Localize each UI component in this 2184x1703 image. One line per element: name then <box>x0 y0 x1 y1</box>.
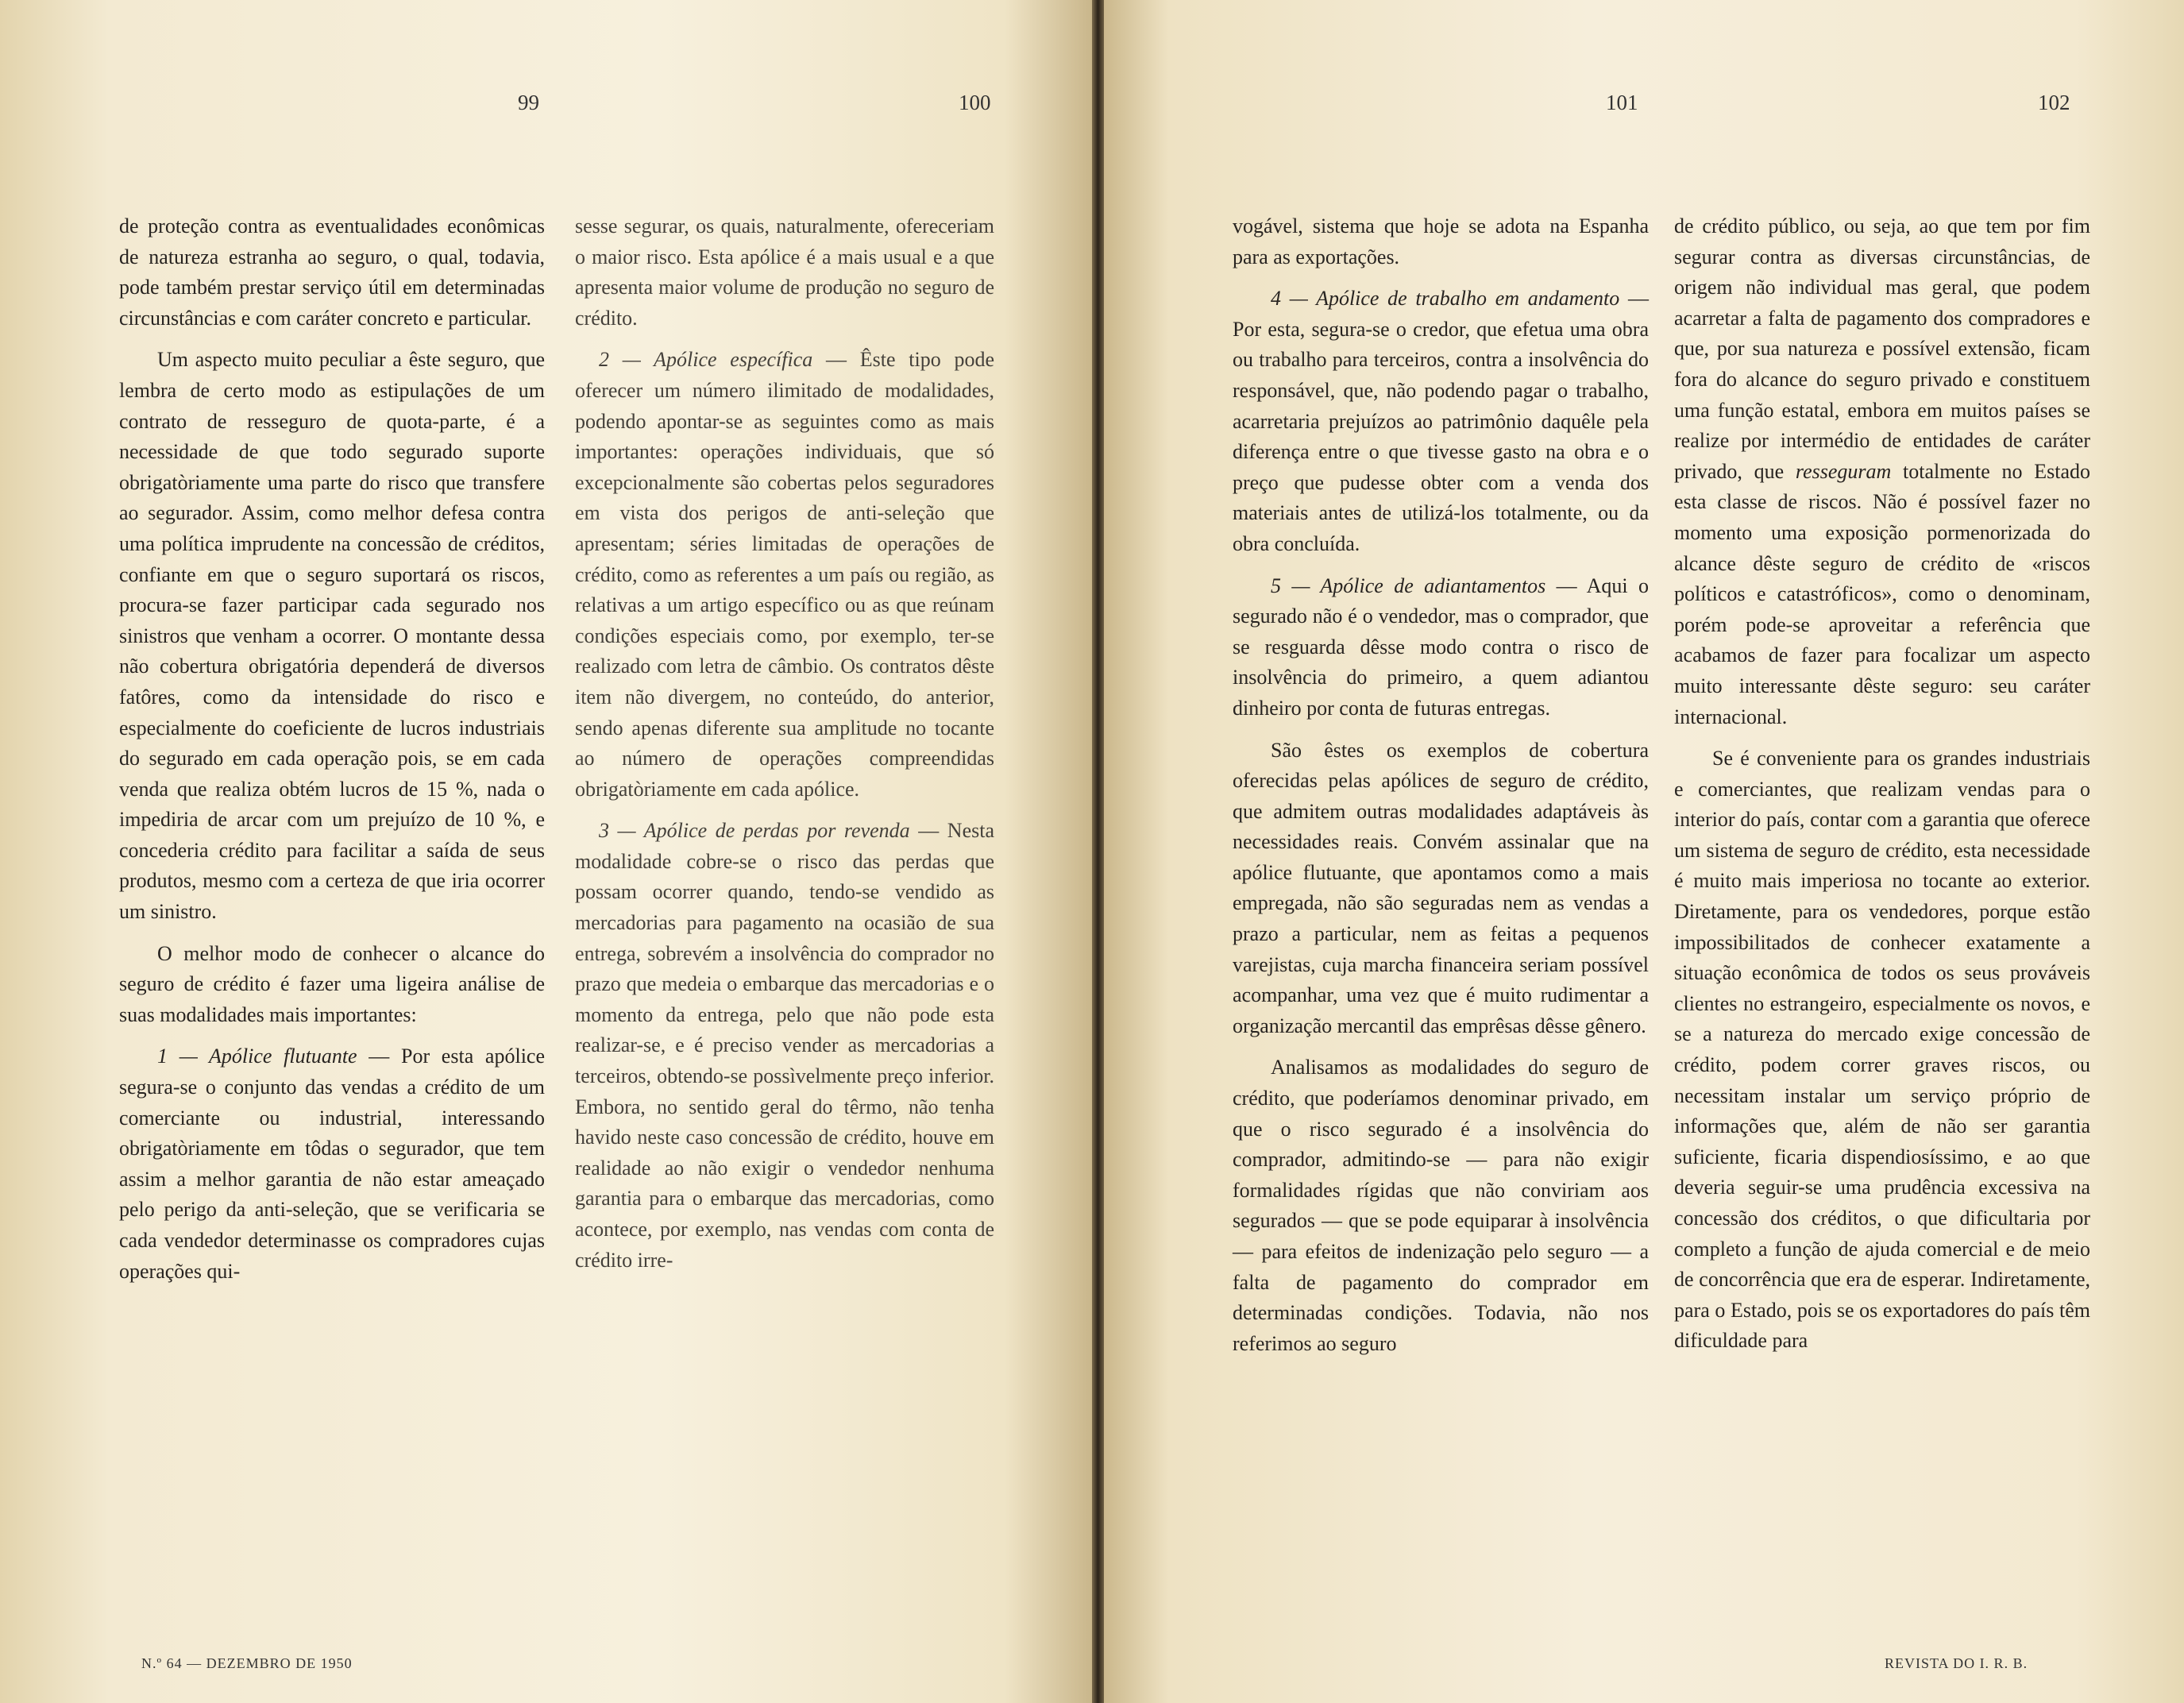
page-number-102: 102 <box>2038 91 2070 114</box>
paragraph: Analisamos as modalidades do seguro de crédito, que poderíamos denominar privado, em que o risco segurado é a insolvência do comprador, admitindo-se — para não exigir formalidades rígidas que não conviriam aos segurados — que se pode equiparar à insolvência — para efeitos de indenização pelo seguro — a falta de pagamento do comprador em determinadas condições. Todavia, não nos referimos ao seguro <box>1233 1056 1649 1355</box>
paragraph <box>1674 211 2090 732</box>
footer-issue: N.º 64 — DEZEMBRO DE 1950 <box>141 1655 353 1671</box>
paragraph: vogável, sistema que hoje se adota na Espanha para as exportações. <box>1233 214 1649 268</box>
section-title: 5 — Apólice de adiantamentos <box>1271 573 1546 597</box>
paragraph: sesse segurar, os quais, naturalmente, ofereceriam o maior risco. Esta apólice é a mais usual e a que apresenta maior volume de produção no seguro de crédito. <box>575 214 994 330</box>
paragraph: São êstes os exemplos de cobertura oferecidas pelas apólices de seguro de crédito, que admitem outras modalidades adaptáveis às necessidades reais. Convém assinalar que na apólice flutuante, que apontamos como a mais empregada, não são seguradas nem as vendas a prazo a particular, nem as feitas a pequenos varejistas, cuja marcha financeira seriam possível acompanhar, uma vez que é muito rudimentar a organização mercantil das emprêsas dêsse gênero. <box>1233 738 1649 1037</box>
paragraph: Um aspecto muito peculiar a êste seguro, que lembra de certo modo as estipulações de um contrato de resseguro de quota-parte, é a necessidade de que todo segurado suporte obrigatòriamente uma parte do risco que transfere ao segurador. Assim, como melhor defesa contra uma política imprudente na concessão de créditos, confiante em que o seguro suportará os riscos, procura-se fazer participar cada segurado nos sinistros que venham a ocorrer. O montante dessa não cobertura obrigatória dependerá de diversos fatôres, como da intensidade do risco e especialmente do coeficiente de lucros industriais do segurado em cada operação pois, se em cada venda que realiza obtém lucros de 15 %, nada o impediria de arcar com um prejuízo de 10 %, e concederia crédito para facilitar a saída de seus produtos, mesmo com a certeza de que iria ocorrer um sinistro. <box>119 348 545 924</box>
section-title: 1 — Apólice flutuante <box>157 1045 357 1068</box>
paragraph <box>575 345 994 805</box>
column-page-100 <box>575 211 994 1276</box>
paragraph-text: totalmente no Estado esta classe de riscos. Não é possível fazer no momento uma exposição pormenorizada do alcance dêste seguro de crédito de «riscos políticos e catastróficos», como o denominam, porém pode-se aproveitar a referência que acabamos de fazer para focalizar um aspecto muito interessante dêste seguro: seu caráter internacional. <box>1674 459 2090 728</box>
paragraph <box>119 1041 545 1287</box>
paragraph-text: — Por esta, segura-se o credor, que efetua uma obra ou trabalho para terceiros, contra a insolvência do responsável, que, não podendo pagar o trabalho, acarretaria prejuízos ao patrimônio daquêle pela diferença entre o que tivesse gasto na obra e o preço que pudesse obter com a venda dos materiais antes de utilizá-los totalmente, ou da obra concluída. <box>1233 287 1649 555</box>
column-page-99 <box>119 211 545 1287</box>
right-page <box>1104 0 2184 1703</box>
paragraph: O melhor modo de conhecer o alcance do seguro de crédito é fazer uma ligeira análise de suas modalidades mais importantes: <box>119 941 545 1026</box>
paragraph-text: — Aqui o segurado não é o vendedor, mas o comprador, que se resguarda dêsse modo contra o risco de insolvência do primeiro, a quem adiantou dinheiro por conta de futuras entregas. <box>1233 573 1649 720</box>
column-page-101 <box>1233 211 1649 1359</box>
section-title: 3 — Apólice de perdas por revenda <box>599 819 910 843</box>
paragraph-text: — Nesta modalidade cobre-se o risco das perdas que possam ocorrer quando, tendo-se vendido as mercadorias para pagamento na ocasião de sua entrega, sobrevém a insolvência do comprador no prazo que medeia o embarque das mercadorias e o momento da entrega, pelo que não pode esta realizar-se, e é preciso vender as mercadorias a terceiros, obtendo-se possìvelmente preço inferior. Embora, no sentido geral do têrmo, não tenha havido neste caso concessão de crédito, houve em realidade ao não exigir o vendedor nenhuma garantia para o embarque das mercadorias, como acontece, por exemplo, nas vendas com conta de crédito irre- <box>575 819 994 1272</box>
column-page-102 <box>1674 211 2090 1357</box>
page-number-100: 100 <box>959 91 991 114</box>
book-gutter <box>1092 0 1104 1703</box>
paragraph-text: — Êste tipo pode oferecer um número ilimitado de modalidades, podendo apontar-se as seguintes como as mais importantes: operações individuais, que só excepcionalmente são cobertas pelos seguradores em vista dos perigos de anti-seleção que apresentam; séries limitadas de operações de crédito, como as referentes a um país ou região, as relativas a um artigo específico ou as que reúnam condições especiais como, por exemplo, ter-se realizado com letra de câmbio. Os contratos dêste item não divergem, no conteúdo, do anterior, sendo apenas diferente sua amplitude no tocante ao número de operações compreendidas obrigatòriamente em cada apólice. <box>575 348 994 801</box>
paragraph: de proteção contra as eventualidades econômicas de natureza estranha ao seguro, o qual, todavia, pode também prestar serviço útil em determinadas circunstâncias e com caráter concreto e particular. <box>119 214 545 330</box>
paragraph-text: — Por esta apólice segura-se o conjunto das vendas a crédito de um comerciante ou industrial, interessando obrigatòriamente em tôdas o segurador, que tem assim a melhor garantia de não estar ameaçado pelo perigo da anti-seleção, que se verificaria se cada vendedor determinasse os compradores cujas operações qui- <box>119 1045 545 1283</box>
paragraph-text: de crédito público, ou seja, ao que tem por fim segurar contra as diversas circunstâncias, de origem não individual mas geral, que podem acarretar a falta de pagamento dos compradores e que, por sua natureza e possível extensão, ficam fora do alcance do seguro privado e constituem uma função estatal, embora em muitos países se realize por intermédio de entidades de caráter privado, que <box>1674 214 2090 483</box>
paragraph: Se é conveniente para os grandes industriais e comerciantes, que realizam vendas para o interior do país, contar com a garantia que oferece um sistema de seguro de crédito, esta necessidade é muito mais imperiosa no tocante ao exterior. Diretamente, para os vendedores, porque estão impossibilitados de conhecer exatamente a situação econômica de todos os seus prováveis clientes no estrangeiro, especialmente os novos, e se a natureza do mercado exige concessão de crédito, podem correr graves riscos, ou necessitam instalar um serviço próprio de informações que, além de não ser garantia suficiente, ficaria dispendiosíssimo, e ao que deveria seguir-se uma prudência excessiva na concessão dos créditos, o que dificultaria por completo a função de ajuda comercial e de meio de concorrência que era de esperar. Indiretamente, para o Estado, pois se os exportadores do país têm dificuldade para <box>1674 747 2090 1353</box>
emphasis: resseguram <box>1795 459 1892 483</box>
page-number-101: 101 <box>1606 91 1638 114</box>
section-title: 2 — Apólice específica <box>599 348 813 372</box>
footer-journal: REVISTA DO I. R. B. <box>1885 1655 2028 1671</box>
section-title: 4 — Apólice de trabalho em andamento <box>1271 287 1620 311</box>
paragraph <box>575 816 994 1276</box>
paragraph <box>1233 571 1649 724</box>
paragraph <box>1233 284 1649 559</box>
page-number-99: 99 <box>518 91 539 114</box>
